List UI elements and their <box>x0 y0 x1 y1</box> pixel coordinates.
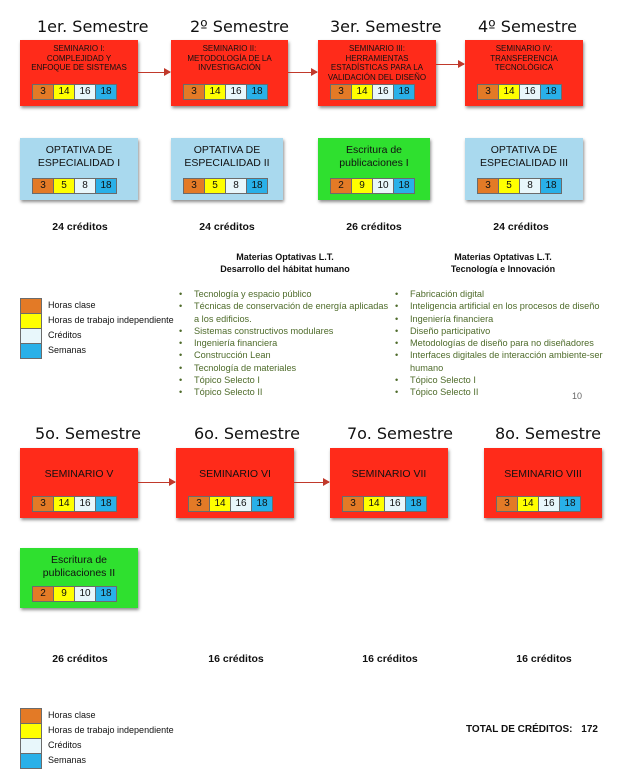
optativas-left-list <box>178 288 392 399</box>
horas-clase-cell: 3 <box>183 178 205 194</box>
horas-clase-cell: 3 <box>183 84 205 100</box>
list-item: • Diseño participativo <box>394 325 612 337</box>
optativa-3-title: OPTATIVA DE ESPECIALIDAD III <box>479 144 569 169</box>
arrow-sem1-to-sem2 <box>138 72 170 73</box>
seminario-7-hours-row <box>342 496 426 512</box>
legend-label: Créditos <box>48 330 82 340</box>
list-item: • Tecnología y espacio público <box>178 288 392 300</box>
semester-title-4: 4º Semestre <box>478 17 577 36</box>
credits-sem7: 16 créditos <box>362 653 418 665</box>
legend-bottom <box>20 708 190 768</box>
optativa-2-title: OPTATIVA DE ESPECIALIDAD II <box>184 144 270 169</box>
total-credits-label: TOTAL DE CRÉDITOS: <box>466 724 573 735</box>
legend-label: Semanas <box>48 345 87 355</box>
list-item: • Tópico Selecto I <box>178 374 392 386</box>
semanas-cell: 18 <box>540 84 562 100</box>
semester-title-7: 7o. Semestre <box>347 424 453 443</box>
horas-independiente-cell: 14 <box>53 84 75 100</box>
horas-independiente-cell: 9 <box>53 586 75 602</box>
legend-label: Horas clase <box>48 300 96 310</box>
horas-independiente-cell: 14 <box>498 84 520 100</box>
horas-clase-cell: 3 <box>188 496 210 512</box>
legend-row <box>20 753 190 768</box>
creditos-cell: 16 <box>538 496 560 512</box>
list-item: • Inteligencia artificial en los procesos de diseño <box>394 300 612 312</box>
creditos-cell: 16 <box>74 496 96 512</box>
legend-swatch-horas-clase <box>20 298 42 314</box>
semester-title-1: 1er. Semestre <box>37 17 149 36</box>
list-item: • Fabricación digital <box>394 288 612 300</box>
escritura-2-box <box>20 548 138 608</box>
legend-label: Semanas <box>48 755 87 765</box>
list-item: • Tópico Selecto II <box>178 386 392 398</box>
semanas-cell: 18 <box>251 496 273 512</box>
semanas-cell: 18 <box>95 496 117 512</box>
list-item: • Interfaces digitales de interacción ambiente-ser humano <box>394 349 612 374</box>
horas-independiente-cell: 14 <box>204 84 226 100</box>
optativa-1-title: OPTATIVA DE ESPECIALIDAD I <box>37 144 121 169</box>
semanas-cell: 18 <box>95 178 117 194</box>
seminario-5-box <box>20 448 138 518</box>
credits-sem2: 24 créditos <box>199 221 255 233</box>
escritura-1-box <box>318 138 430 200</box>
horas-independiente-cell: 9 <box>351 178 373 194</box>
credits-sem1: 24 créditos <box>52 221 108 233</box>
credits-sem8: 16 créditos <box>516 653 572 665</box>
semanas-cell: 18 <box>540 178 562 194</box>
legend-swatch-creditos <box>20 328 42 344</box>
horas-independiente-cell: 14 <box>351 84 373 100</box>
seminario-5-title: SEMINARIO V <box>44 468 114 480</box>
creditos-cell: 16 <box>230 496 252 512</box>
seminario-1-hours-row <box>32 84 116 100</box>
total-credits <box>466 724 598 735</box>
escritura-2-hours-row <box>32 586 116 602</box>
optativa-3-hours-row <box>477 178 561 194</box>
legend-swatch-semanas <box>20 753 42 769</box>
arrow-sem2-to-sem3 <box>288 72 317 73</box>
creditos-cell: 8 <box>225 178 247 194</box>
semanas-cell: 18 <box>405 496 427 512</box>
list-item: • Ingeniería financiera <box>394 313 612 325</box>
legend-label: Horas clase <box>48 710 96 720</box>
seminario-3-title: SEMINARIO III: HERRAMIENTAS ESTADÍSTICAS PARA LA VALIDACIÓN DEL DISEÑO <box>327 44 427 82</box>
seminario-4-box <box>465 40 583 106</box>
list-item: • Construcción Lean <box>178 349 392 361</box>
list-item: • Tópico Selecto II <box>394 386 612 398</box>
optativa-2-hours-row <box>183 178 267 194</box>
credits-sem5: 26 créditos <box>52 653 108 665</box>
escritura-1-title: Escritura de publicaciones I <box>339 144 409 169</box>
optativas-right-heading-line2: Tecnología e Innovación <box>450 264 556 274</box>
seminario-6-box <box>176 448 294 518</box>
optativas-right-heading-line1: Materias Optativas L.T. <box>454 252 552 262</box>
horas-independiente-cell: 14 <box>517 496 539 512</box>
seminario-8-box <box>484 448 602 518</box>
seminario-4-hours-row <box>477 84 561 100</box>
seminario-1-title: SEMINARIO I: COMPLEJIDAD Y ENFOQUE DE SISTEMAS <box>31 44 127 72</box>
optativa-2-box <box>171 138 283 200</box>
legend-row <box>20 708 190 723</box>
arrow-sem5-to-sem6 <box>138 482 175 483</box>
optativas-right-heading <box>398 251 608 275</box>
seminario-6-title: SEMINARIO VI <box>199 468 271 480</box>
semester-title-6: 6o. Semestre <box>194 424 300 443</box>
horas-clase-cell: 2 <box>32 586 54 602</box>
horas-clase-cell: 3 <box>32 496 54 512</box>
legend-label: Créditos <box>48 740 82 750</box>
horas-clase-cell: 3 <box>477 178 499 194</box>
semanas-cell: 18 <box>95 586 117 602</box>
semanas-cell: 18 <box>95 84 117 100</box>
list-item: • Técnicas de conservación de energía aplicadas a los edificios. <box>178 300 392 325</box>
seminario-8-title: SEMINARIO VIII <box>504 468 582 480</box>
optativa-3-box <box>465 138 583 200</box>
legend-swatch-creditos <box>20 738 42 754</box>
semanas-cell: 18 <box>393 84 415 100</box>
optativas-left-heading-line1: Materias Optativas L.T. <box>236 252 334 262</box>
legend-swatch-horas-independiente <box>20 313 42 329</box>
horas-independiente-cell: 5 <box>53 178 75 194</box>
legend-row <box>20 723 190 738</box>
list-item: • Metodologías de diseño para no diseñadores <box>394 337 612 349</box>
creditos-cell: 16 <box>74 84 96 100</box>
seminario-2-hours-row <box>183 84 267 100</box>
horas-independiente-cell: 14 <box>209 496 231 512</box>
creditos-cell: 16 <box>372 84 394 100</box>
legend-row <box>20 328 180 343</box>
optativas-left-heading <box>180 251 390 275</box>
list-item: • Tópico Selecto I <box>394 374 612 386</box>
horas-clase-cell: 3 <box>342 496 364 512</box>
seminario-6-hours-row <box>188 496 272 512</box>
seminario-3-box <box>318 40 436 106</box>
horas-independiente-cell: 5 <box>498 178 520 194</box>
legend-top <box>20 298 180 358</box>
horas-independiente-cell: 14 <box>53 496 75 512</box>
seminario-1-box <box>20 40 138 106</box>
legend-row <box>20 343 180 358</box>
horas-clase-cell: 3 <box>477 84 499 100</box>
arrow-sem6-to-sem7 <box>294 482 329 483</box>
semester-title-3: 3er. Semestre <box>330 17 442 36</box>
seminario-7-title: SEMINARIO VII <box>351 468 427 480</box>
horas-clase-cell: 3 <box>32 84 54 100</box>
legend-label: Horas de trabajo independiente <box>48 315 174 325</box>
semanas-cell: 18 <box>393 178 415 194</box>
legend-row <box>20 738 190 753</box>
page-number: 10 <box>572 391 583 401</box>
creditos-cell: 10 <box>372 178 394 194</box>
seminario-4-title: SEMINARIO IV: TRANSFERENCIA TECNOLÓGICA <box>490 44 558 72</box>
credits-sem6: 16 créditos <box>208 653 264 665</box>
list-item: • Tecnología de materiales <box>178 362 392 374</box>
legend-label: Horas de trabajo independiente <box>48 725 174 735</box>
creditos-cell: 8 <box>519 178 541 194</box>
semanas-cell: 18 <box>246 84 268 100</box>
legend-swatch-horas-clase <box>20 708 42 724</box>
legend-swatch-horas-independiente <box>20 723 42 739</box>
seminario-2-title: SEMINARIO II: METODOLOGÍA DE LA INVESTIGACIÓN <box>187 44 272 72</box>
horas-clase-cell: 3 <box>496 496 518 512</box>
horas-clase-cell: 3 <box>32 178 54 194</box>
horas-clase-cell: 3 <box>330 84 352 100</box>
horas-independiente-cell: 5 <box>204 178 226 194</box>
total-credits-value: 172 <box>581 724 598 735</box>
legend-swatch-semanas <box>20 343 42 359</box>
creditos-cell: 16 <box>225 84 247 100</box>
credits-sem4: 24 créditos <box>493 221 549 233</box>
credits-sem3: 26 créditos <box>346 221 402 233</box>
arrow-sem3-to-sem4 <box>436 64 464 65</box>
semanas-cell: 18 <box>559 496 581 512</box>
list-item: • Sistemas constructivos modulares <box>178 325 392 337</box>
optativa-1-hours-row <box>32 178 116 194</box>
legend-row <box>20 313 180 328</box>
semester-title-8: 8o. Semestre <box>495 424 601 443</box>
seminario-8-hours-row <box>496 496 580 512</box>
optativa-1-box <box>20 138 138 200</box>
semester-title-5: 5o. Semestre <box>35 424 141 443</box>
escritura-1-hours-row <box>330 178 414 194</box>
semester-title-2: 2º Semestre <box>190 17 289 36</box>
creditos-cell: 8 <box>74 178 96 194</box>
seminario-3-hours-row <box>330 84 414 100</box>
seminario-7-box <box>330 448 448 518</box>
semanas-cell: 18 <box>246 178 268 194</box>
horas-clase-cell: 2 <box>330 178 352 194</box>
legend-row <box>20 298 180 313</box>
optativas-left-heading-line2: Desarrollo del hábitat humano <box>220 264 350 274</box>
optativas-right-list <box>394 288 612 399</box>
creditos-cell: 16 <box>519 84 541 100</box>
horas-independiente-cell: 14 <box>363 496 385 512</box>
seminario-2-box <box>171 40 288 106</box>
escritura-2-title: Escritura de publicaciones II <box>42 554 116 579</box>
seminario-5-hours-row <box>32 496 116 512</box>
creditos-cell: 10 <box>74 586 96 602</box>
list-item: • Ingeniería financiera <box>178 337 392 349</box>
creditos-cell: 16 <box>384 496 406 512</box>
